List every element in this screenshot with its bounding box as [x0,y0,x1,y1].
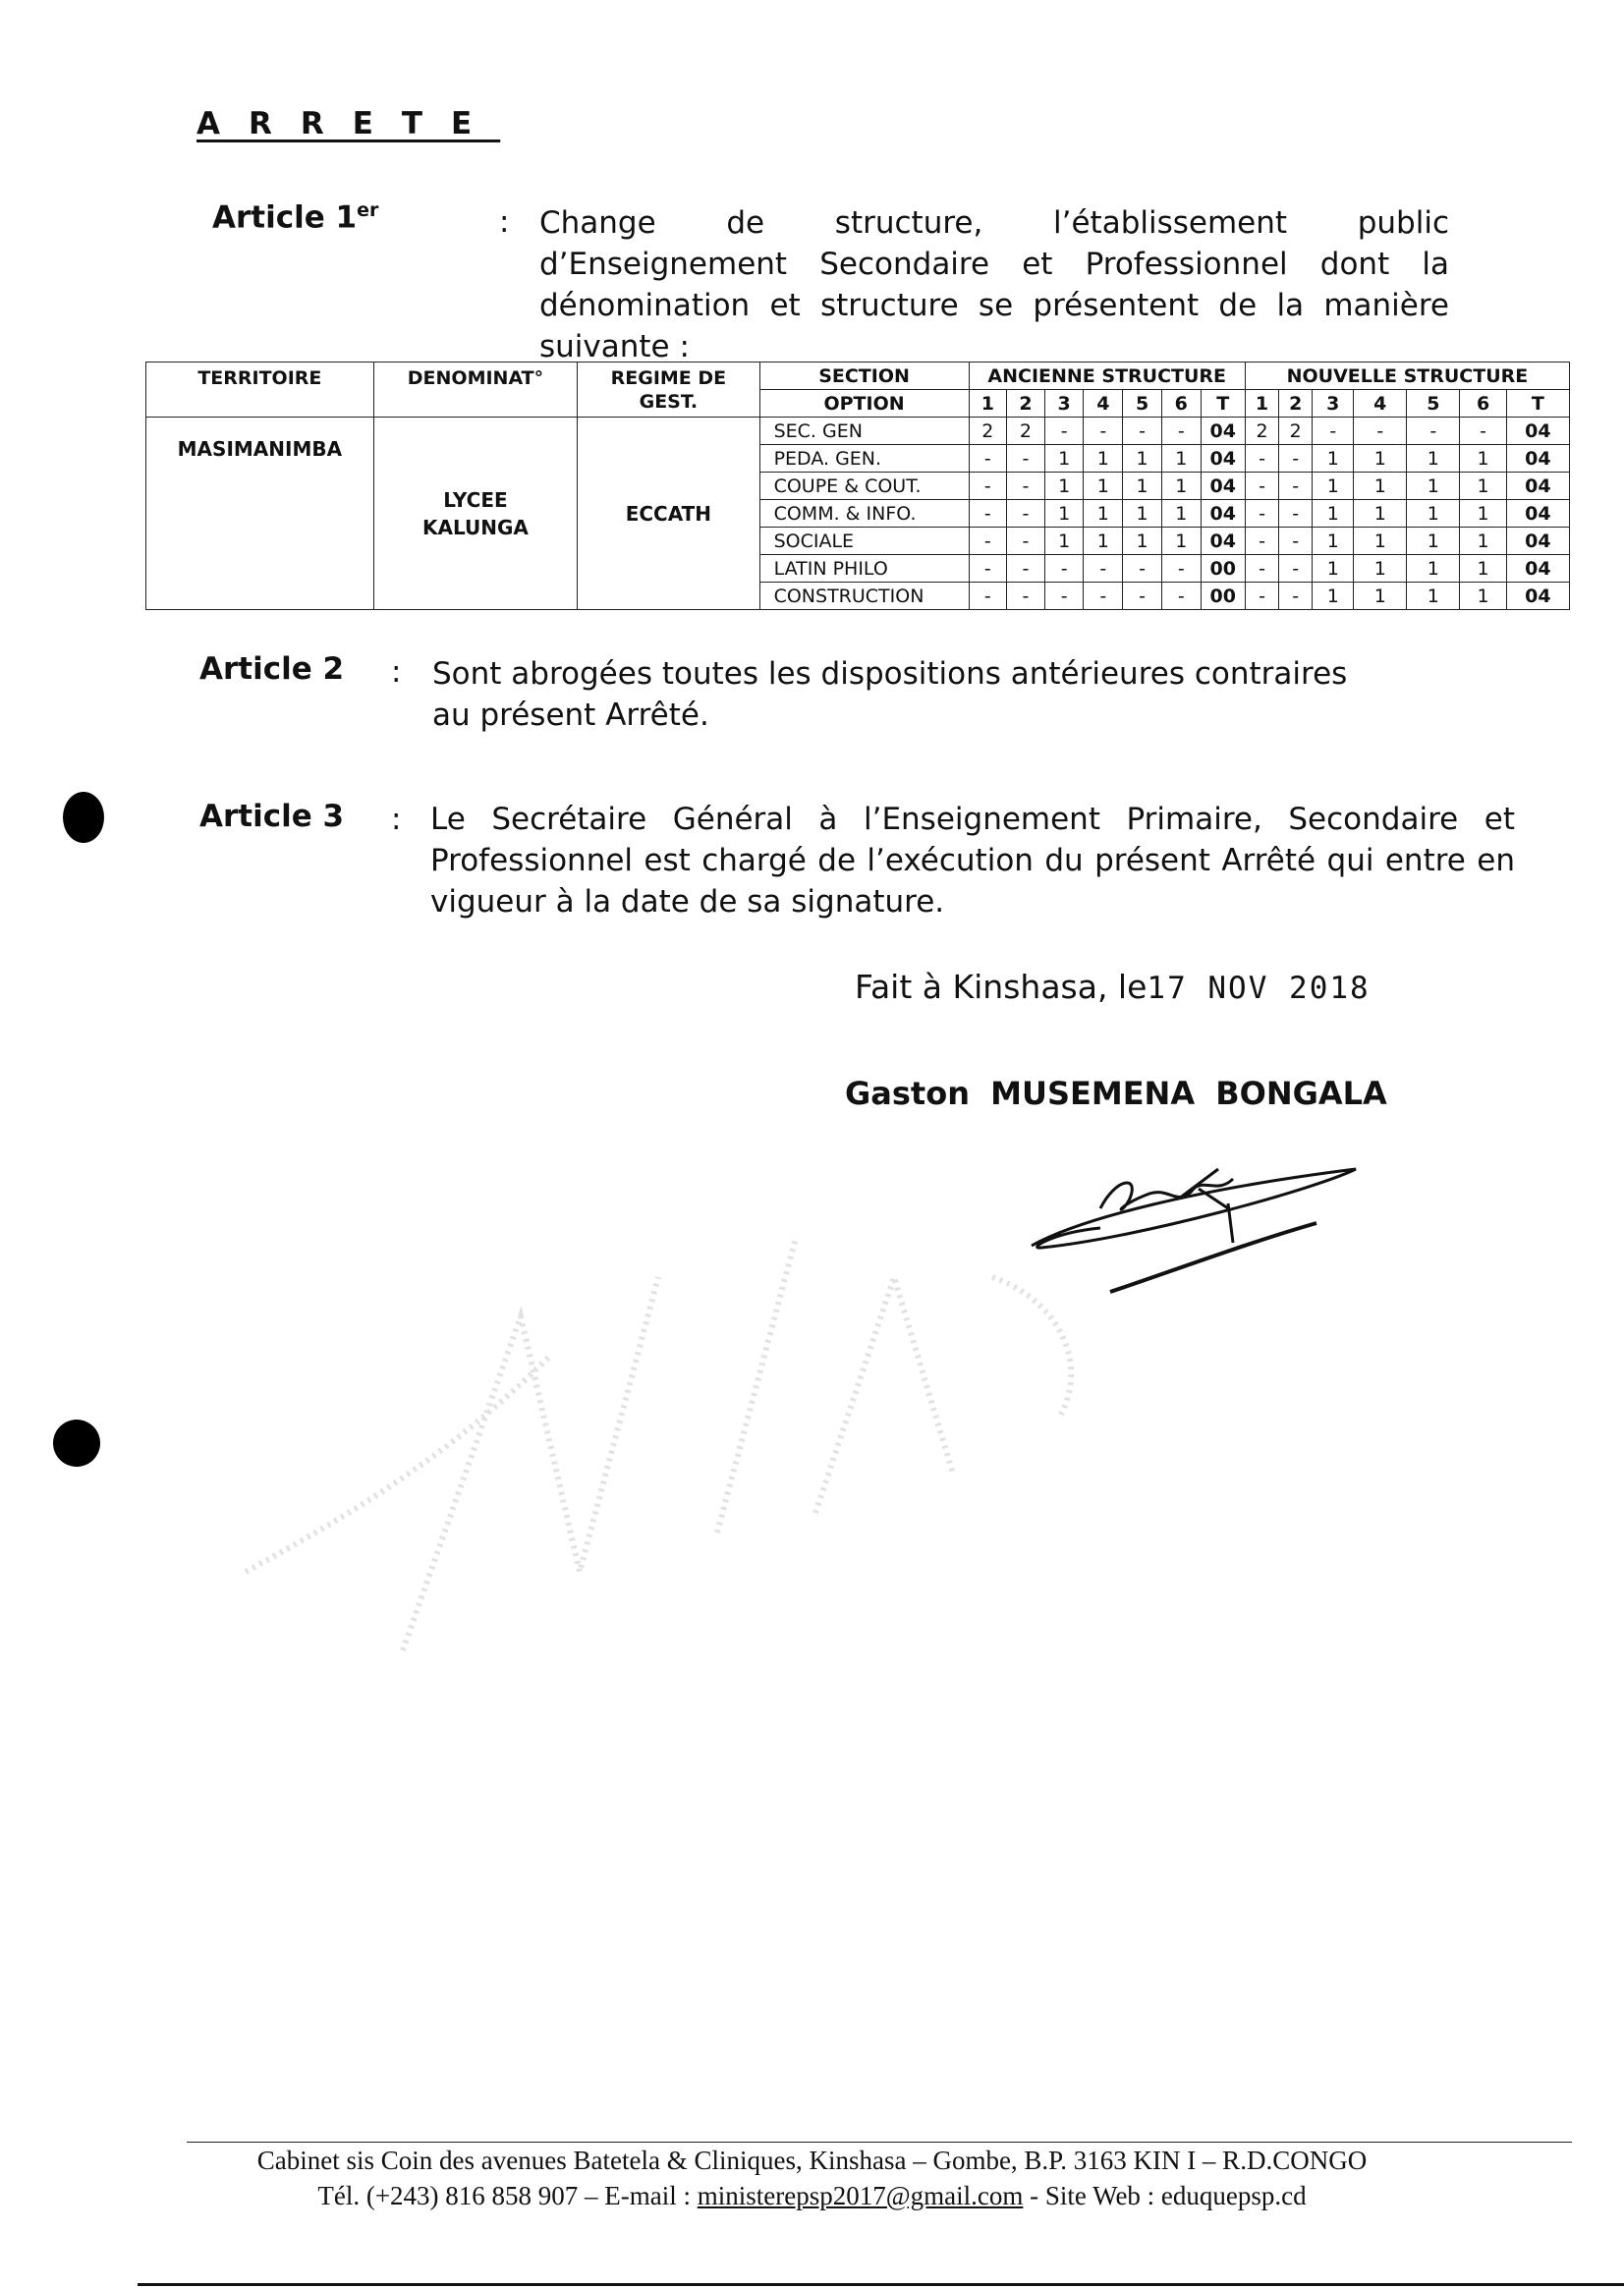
cell-nouvelle-value: 1 [1407,445,1460,473]
cell-ancienne-value: - [1044,583,1084,610]
cell-ancienne-value: - [1123,418,1162,445]
cell-nouvelle-value: 1 [1460,583,1506,610]
header-ancienne-structure: ANCIENNE STRUCTURE [969,363,1245,390]
punch-hole [63,792,104,843]
cell-ancienne-value: - [1084,555,1123,583]
header-col: 5 [1407,390,1460,418]
structure-table [145,362,1570,610]
cell-ancienne-value: 04 [1201,473,1245,500]
cell-ancienne-value: 1 [1123,445,1162,473]
cell-section: SOCIALE [759,528,969,555]
header-col: 2 [1007,390,1045,418]
cell-nouvelle-value: 1 [1460,500,1506,528]
cell-nouvelle-value: 2 [1245,418,1278,445]
header-section: SECTION [759,363,969,390]
table-body [146,418,1570,610]
cell-nouvelle-value: - [1313,418,1354,445]
cell-nouvelle-value: 1 [1460,473,1506,500]
header-nouvelle-structure: NOUVELLE STRUCTURE [1245,363,1569,390]
header-col: 4 [1084,390,1123,418]
cell-regime: ECCATH [578,418,759,610]
cell-nouvelle-value: 1 [1460,555,1506,583]
article-3-colon: : [391,802,402,837]
footer-website: - Site Web : eduquepsp.cd [1023,2181,1307,2210]
cell-nouvelle-value: 04 [1506,555,1569,583]
cell-ancienne-value: - [969,583,1007,610]
cell-ancienne-value: - [1007,473,1045,500]
place-and-date [855,968,1371,1006]
cell-nouvelle-value: 1 [1313,445,1354,473]
cell-nouvelle-value: - [1245,528,1278,555]
cell-ancienne-value: 1 [1084,445,1123,473]
cell-ancienne-value: 1 [1161,500,1201,528]
cell-ancienne-value: 1 [1084,528,1123,555]
cell-ancienne-value: 1 [1084,473,1123,500]
footer-phone: Tél. (+243) 816 858 907 – E-mail : [317,2181,698,2210]
cell-territoire: MASIMANIMBA [146,418,374,610]
cell-nouvelle-value: 04 [1506,500,1569,528]
footer-divider [187,2142,1572,2143]
cell-nouvelle-value: 1 [1407,555,1460,583]
cell-section: LATIN PHILO [759,555,969,583]
article-2-text: Sont abrogées toutes les dispositions antérieures contraires au présent Arrêté. [432,656,1348,733]
footer-email-link[interactable]: ministerepsp2017@gmail.com [697,2181,1024,2210]
header-option: OPTION [759,390,969,418]
cell-ancienne-value: - [1123,555,1162,583]
header-col: 3 [1313,390,1354,418]
cell-nouvelle-value: 1 [1460,445,1506,473]
cell-ancienne-value: 1 [1044,473,1084,500]
cell-nouvelle-value: - [1460,418,1506,445]
cell-ancienne-value: 1 [1123,473,1162,500]
cell-ancienne-value: - [1044,555,1084,583]
cell-ancienne-value: 04 [1201,445,1245,473]
cell-ancienne-value: - [1007,445,1045,473]
signature-date: 17 NOV 2018 [1147,971,1371,1006]
footer-address: Cabinet sis Coin des avenues Batetela & Cliniques, Kinshasa – Gombe, B.P. 3163 KIN I – R.D.CONGO [256,2146,1368,2175]
cell-ancienne-value: 1 [1044,500,1084,528]
cell-nouvelle-value: 1 [1407,583,1460,610]
cell-ancienne-value: - [969,445,1007,473]
cell-ancienne-value: 1 [1123,528,1162,555]
cell-nouvelle-value: - [1279,583,1313,610]
cell-ancienne-value: - [1044,418,1084,445]
cell-nouvelle-value: 04 [1506,445,1569,473]
cell-ancienne-value: - [1084,583,1123,610]
header-col: 6 [1161,390,1201,418]
punch-hole [53,1420,100,1467]
article-3-label: Article 3 [199,799,345,834]
cell-nouvelle-value: - [1279,445,1313,473]
cell-section: SEC. GEN [759,418,969,445]
cell-ancienne-value: - [969,473,1007,500]
cell-nouvelle-value: - [1245,445,1278,473]
header-col: 1 [969,390,1007,418]
cell-ancienne-value: 2 [969,418,1007,445]
cell-nouvelle-value: 1 [1313,555,1354,583]
document-heading: ARRETE [196,106,501,141]
cell-ancienne-value: 1 [1044,445,1084,473]
cell-ancienne-value: 1 [1123,500,1162,528]
cell-ancienne-value: - [1161,418,1201,445]
cell-nouvelle-value: 1 [1313,528,1354,555]
cell-nouvelle-value: 1 [1354,555,1407,583]
cell-nouvelle-value: 1 [1313,500,1354,528]
cell-ancienne-value: - [1084,418,1123,445]
cell-nouvelle-value: 1 [1460,528,1506,555]
table-row [146,418,1570,445]
cell-nouvelle-value: 1 [1354,583,1407,610]
article-2-colon: : [391,654,402,690]
cell-nouvelle-value: - [1279,473,1313,500]
cell-ancienne-value: 1 [1161,473,1201,500]
cell-ancienne-value: - [1007,583,1045,610]
article-1-text: Change de structure, l’établissement public d’Enseignement Secondaire et Professionnel dont la dénomination et structure se présentent de la manière suivante : [539,205,1449,364]
cell-ancienne-value: 2 [1007,418,1045,445]
article-1-colon: : [499,204,510,240]
cell-denomination: LYCEE KALUNGA [373,418,577,610]
article-1-label [212,199,378,235]
article-1-label-sup: er [357,199,379,221]
cell-ancienne-value: 1 [1161,445,1201,473]
cell-nouvelle-value: 04 [1506,528,1569,555]
cell-ancienne-value: 1 [1161,528,1201,555]
cell-nouvelle-value: - [1279,555,1313,583]
header-col: T [1506,390,1569,418]
cell-nouvelle-value: 1 [1354,528,1407,555]
cell-ancienne-value: - [1161,555,1201,583]
table-header-row [146,363,1570,390]
cell-nouvelle-value: - [1407,418,1460,445]
cell-ancienne-value: 1 [1044,528,1084,555]
header-col: T [1201,390,1245,418]
cell-nouvelle-value: 1 [1354,445,1407,473]
cell-ancienne-value: 04 [1201,528,1245,555]
article-3-text: Le Secrétaire Général à l’Enseignement Primaire, Secondaire et Professionnel est chargé de l’exécution du présent Arrêté qui entre en vigueur à la date de sa signature. [430,802,1515,920]
cell-nouvelle-value: 1 [1407,500,1460,528]
cell-section: PEDA. GEN. [759,445,969,473]
header-denomination: DENOMINAT° [373,363,577,418]
cell-nouvelle-value: - [1245,473,1278,500]
cell-nouvelle-value: - [1245,583,1278,610]
cell-nouvelle-value: 04 [1506,473,1569,500]
cell-nouvelle-value: 1 [1354,500,1407,528]
article-2-label: Article 2 [199,651,345,687]
header-col: 2 [1279,390,1313,418]
cell-nouvelle-value: 1 [1354,473,1407,500]
cell-ancienne-value: 00 [1201,583,1245,610]
bottom-border [138,2283,1624,2286]
faint-stamp [206,1159,1287,1749]
cell-ancienne-value: 1 [1084,500,1123,528]
cell-nouvelle-value: - [1279,500,1313,528]
cell-nouvelle-value: 1 [1407,473,1460,500]
cell-nouvelle-value: - [1245,500,1278,528]
cell-ancienne-value: 04 [1201,500,1245,528]
header-col: 6 [1460,390,1506,418]
cell-section: COMM. & INFO. [759,500,969,528]
cell-nouvelle-value: 04 [1506,418,1569,445]
cell-nouvelle-value: 1 [1407,528,1460,555]
footer-contact [147,2181,1477,2211]
cell-ancienne-value: - [969,500,1007,528]
cell-ancienne-value: - [1123,583,1162,610]
header-col: 5 [1123,390,1162,418]
signer-name: Gaston MUSEMENA BONGALA [845,1075,1387,1112]
header-territoire: TERRITOIRE [146,363,374,418]
cell-ancienne-value: - [969,555,1007,583]
header-col: 1 [1245,390,1278,418]
header-col: 4 [1354,390,1407,418]
header-col: 3 [1044,390,1084,418]
cell-nouvelle-value: 04 [1506,583,1569,610]
cell-nouvelle-value: 2 [1279,418,1313,445]
cell-nouvelle-value: 1 [1313,473,1354,500]
cell-nouvelle-value: - [1245,555,1278,583]
cell-ancienne-value: - [1007,528,1045,555]
article-1-label-text: Article 1 [212,199,358,236]
cell-ancienne-value: 00 [1201,555,1245,583]
cell-ancienne-value: - [1007,500,1045,528]
cell-section: CONSTRUCTION [759,583,969,610]
header-regime: REGIME DE GEST. [578,363,759,418]
cell-ancienne-value: - [1007,555,1045,583]
cell-ancienne-value: 04 [1201,418,1245,445]
cell-ancienne-value: - [1161,583,1201,610]
cell-nouvelle-value: - [1279,528,1313,555]
cell-nouvelle-value: 1 [1313,583,1354,610]
cell-nouvelle-value: - [1354,418,1407,445]
cell-section: COUPE & COUT. [759,473,969,500]
place-text: Fait à Kinshasa, le [855,968,1148,1006]
cell-ancienne-value: - [969,528,1007,555]
